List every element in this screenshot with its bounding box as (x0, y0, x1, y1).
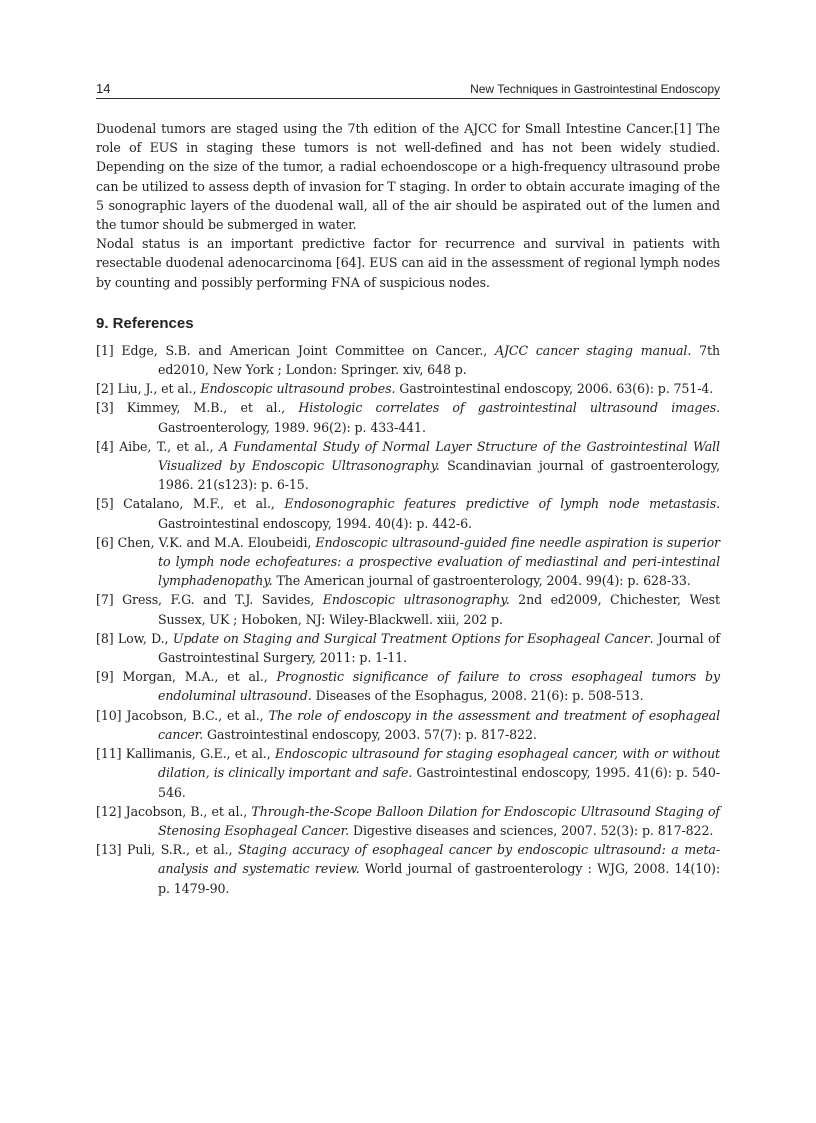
reference-item (96, 840, 720, 898)
reference-title: Endoscopic ultrasonography. (322, 592, 510, 608)
reference-list (96, 341, 720, 898)
reference-source: The American journal of gastroenterology, 2004. 99(4): p. 628-33. (272, 573, 691, 589)
reference-item (96, 706, 720, 744)
reference-authors: [11] Kallimanis, G.E., et al., (96, 746, 275, 762)
reference-authors: [12] Jacobson, B., et al., (96, 803, 252, 819)
reference-source: Gastrointestinal endoscopy, 1994. 40(4): p. 442-6. (158, 515, 472, 531)
reference-item (96, 533, 720, 591)
reference-title: AJCC cancer staging manual (494, 342, 688, 358)
reference-authors: [4] Aibe, T., et al., (96, 438, 220, 454)
reference-title: Endosonographic features predictive of lymph node metastasis. (284, 496, 720, 512)
reference-title: Through-the-Scope Balloon Dilation for Endoscopic Ultrasound Staging of Stenosing Esophageal Cancer. (158, 803, 720, 838)
reference-item (96, 629, 720, 667)
reference-item (96, 590, 720, 628)
reference-source: Diseases of the Esophagus, 2008. 21(6): p. 508-513. (311, 688, 644, 704)
reference-item (96, 667, 720, 705)
reference-authors: [8] Low, D., (96, 630, 173, 646)
reference-item (96, 802, 720, 840)
reference-authors: [10] Jacobson, B.C., et al., (96, 707, 269, 723)
reference-source: Scandinavian journal of gastroenterology, 1986. 21(s123): p. 6-15. (158, 458, 720, 493)
page (96, 78, 720, 898)
reference-source: Gastrointestinal endoscopy, 2003. 57(7): p. 817-822. (203, 726, 537, 742)
reference-item (96, 437, 720, 495)
reference-source: World journal of gastroenterology : WJG, 2008. 14(10): p. 1479-90. (158, 861, 720, 896)
paragraph: Nodal status is an important predictive factor for recurrence and survival in patients with resectable duodenal adenocarcinoma [64]. EUS can aid in the assessment of regional lymph nodes by counting and possibly performing FNA of suspicious nodes. (96, 236, 720, 290)
reference-item (96, 341, 720, 379)
page-number: 14 (96, 81, 111, 96)
reference-authors: [2] Liu, J., et al., (96, 381, 201, 397)
running-header (96, 78, 720, 99)
reference-title: Staging accuracy of esophageal cancer by endoscopic ultrasound: a meta-analysis and systematic review. (158, 842, 720, 877)
reference-title: Prognostic significance of failure to cross esophageal tumors by endoluminal ultrasound. (158, 669, 720, 704)
reference-authors: [3] Kimmey, M.B., et al., (96, 400, 299, 416)
reference-authors: [13] Puli, S.R., et al., (96, 842, 238, 858)
reference-title: A Fundamental Study of Normal Layer Structure of the Gastrointestinal Wall Visualized by Endoscopic Ultrasonography. (158, 438, 720, 474)
body-text (96, 119, 720, 292)
paragraph: Duodenal tumors are staged using the 7th edition of the AJCC for Small Intestine Cancer.[1] The role of EUS in staging these tumors is not well-defined and has not been widely studied. Depending on the size of the tumor, a radial echoendoscope or a high-frequency ultrasound probe can be utilized to assess depth of invasion for T staging. In order to obtain accurate imaging of the 5 sonographic layers of the duodenal wall, all of the air should be aspirated out of the lumen and the tumor should be submerged in water. (96, 121, 720, 233)
reference-source: 2nd ed2009, Chichester, West Sussex, UK ; Hoboken, NJ: Wiley-Blackwell. xiii, 202 p. (158, 592, 720, 627)
reference-item (96, 398, 720, 436)
section-heading: 9. References (96, 314, 194, 332)
reference-title: Endoscopic ultrasound for staging esophageal cancer, with or without dilation, is clinically important and safe. (158, 746, 720, 781)
reference-title: Endoscopic ultrasound probes. (200, 381, 396, 397)
reference-source: . Journal of Gastrointestinal Surgery, 2011: p. 1-11. (158, 630, 720, 666)
reference-source: Digestive diseases and sciences, 2007. 52(3): p. 817-822. (349, 822, 714, 838)
reference-item (96, 379, 720, 398)
reference-title: Endoscopic ultrasound-guided fine needle aspiration is superior to lymph node echofeatures: a prospective evaluation of mediastinal and peri-intestinal lymphadenopathy. (158, 534, 720, 589)
reference-source: . 7th ed2010, New York ; London: Springer. xiv, 648 p. (158, 342, 720, 378)
reference-authors: [1] Edge, S.B. and American Joint Committee on Cancer., (96, 342, 495, 358)
reference-title: The role of endoscopy in the assessment and treatment of esophageal cancer. (158, 707, 721, 742)
reference-source: Gastrointestinal endoscopy, 1995. 41(6): p. 540-546. (158, 765, 720, 800)
running-title: New Techniques in Gastrointestinal Endoscopy (470, 82, 720, 96)
reference-source: Gastrointestinal endoscopy, 2006. 63(6): p. 751-4. (395, 381, 714, 397)
reference-source: Gastroenterology, 1989. 96(2): p. 433-441. (158, 419, 426, 435)
reference-title: Update on Staging and Surgical Treatment Options for Esophageal Cancer (172, 630, 650, 646)
reference-authors: [9] Morgan, M.A., et al., (96, 669, 277, 685)
reference-authors: [7] Gress, F.G. and T.J. Savides, (96, 592, 323, 608)
reference-title: Histologic correlates of gastrointestinal ultrasound images. (298, 400, 720, 416)
reference-item (96, 494, 720, 532)
reference-authors: [6] Chen, V.K. and M.A. Eloubeidi, (96, 534, 316, 550)
reference-authors: [5] Catalano, M.F., et al., (96, 496, 285, 512)
reference-item (96, 744, 720, 802)
